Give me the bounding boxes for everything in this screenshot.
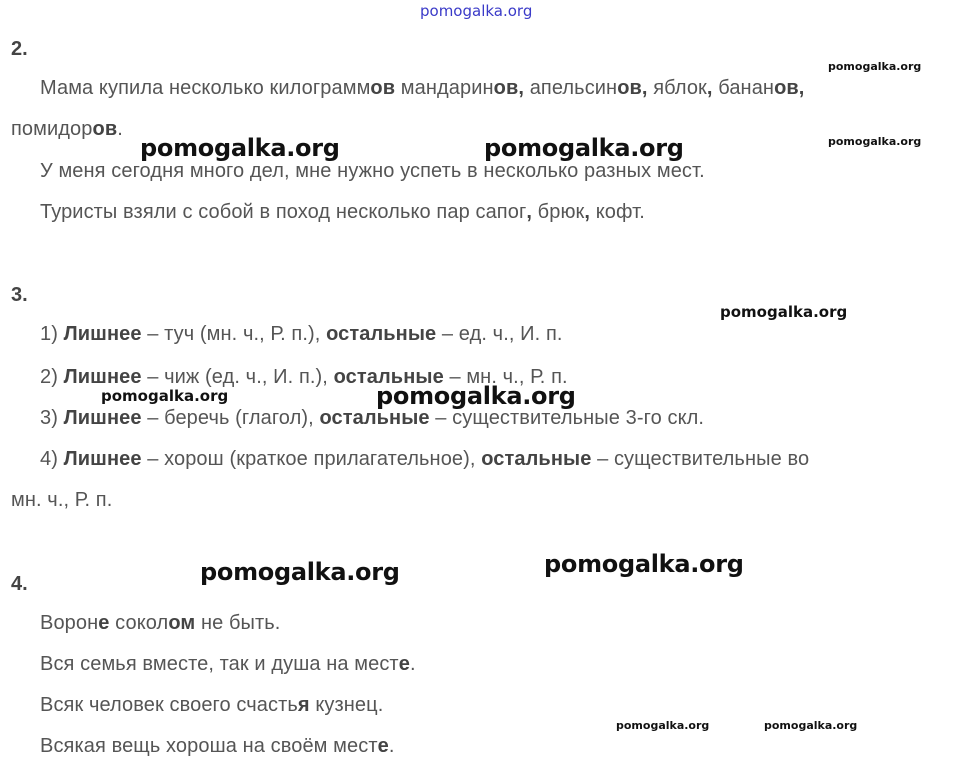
watermark: pomogalka.org	[828, 60, 922, 73]
watermark: pomogalka.org	[200, 558, 400, 586]
sentence: У меня сегодня много дел, мне нужно успеть в несколько разных мест.	[40, 160, 705, 182]
watermark: pomogalka.org	[484, 134, 684, 162]
sentence: помидоров.	[11, 118, 123, 140]
sentence: Туристы взяли с собой в поход несколько пар сапог, брюк, кофт.	[40, 201, 645, 223]
sentence: Мама купила несколько килограммов мандаринов, апельсинов, яблок, бананов,	[40, 77, 805, 99]
watermark: pomogalka.org	[764, 719, 858, 732]
watermark: pomogalka.org	[616, 719, 710, 732]
watermark: pomogalka.org	[140, 134, 340, 162]
watermark: pomogalka.org	[544, 550, 744, 578]
exercise-number: 2.	[11, 38, 28, 60]
answer-item: 1) Лишнее – туч (мн. ч., Р. п.), остальные – ед. ч., И. п.	[40, 323, 563, 345]
proverb: Всяк человек своего счастья кузнец.	[40, 694, 384, 716]
watermark: pomogalka.org	[828, 135, 922, 148]
proverb: Вороне соколом не быть.	[40, 612, 281, 634]
answer-item: 2) Лишнее – чиж (ед. ч., И. п.), остальные – мн. ч., Р. п.	[40, 366, 568, 388]
proverb: Вся семья вместе, так и душа на месте.	[40, 653, 416, 675]
answer-item: 4) Лишнее – хорош (краткое прилагательное), остальные – существительные во	[40, 448, 810, 470]
watermark-top: pomogalka.org	[420, 2, 533, 20]
exercise-number: 3.	[11, 284, 28, 306]
answer-item: 3) Лишнее – беречь (глагол), остальные – существительные 3-го скл.	[40, 407, 705, 429]
watermark: pomogalka.org	[720, 303, 848, 321]
watermark: pomogalka.org	[101, 387, 229, 405]
answer-item-continuation: мн. ч., Р. п.	[11, 489, 113, 511]
exercise-number: 4.	[11, 573, 28, 595]
watermark: pomogalka.org	[376, 382, 576, 410]
proverb: Всякая вещь хороша на своём месте.	[40, 735, 395, 757]
